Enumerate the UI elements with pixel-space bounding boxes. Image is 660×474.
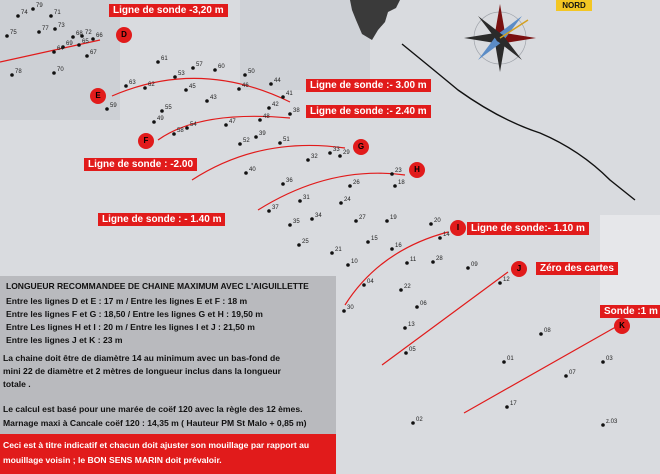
- length-line: Entre Les lignes H et I : 20 m / Entre les lignes I et J : 21,50 m: [6, 322, 255, 332]
- mooring-label: 44: [274, 78, 281, 84]
- mooring-dot: [346, 263, 350, 267]
- mooring-label: 27: [359, 215, 366, 221]
- mooring-dot: [385, 219, 389, 223]
- mooring-label: 36: [286, 178, 293, 184]
- mooring-dot: [205, 99, 209, 103]
- length-line: Entre les lignes J et K : 23 m: [6, 335, 123, 345]
- mooring-dot: [238, 142, 242, 146]
- water-patch: [600, 215, 660, 305]
- mooring-label: 70: [57, 67, 64, 73]
- mooring-dot: [281, 182, 285, 186]
- mooring-dot: [10, 73, 14, 77]
- mooring-dot: [297, 243, 301, 247]
- mooring-dot: [354, 219, 358, 223]
- mooring-dot: [403, 326, 407, 330]
- mooring-dot: [601, 423, 605, 427]
- mooring-dot: [105, 107, 109, 111]
- disclaimer-line: mouillage voisin ; le BON SENS MARIN doit prévaloir.: [3, 455, 222, 465]
- mooring-dot: [152, 120, 156, 124]
- mooring-dot: [16, 14, 20, 18]
- mooring-dot: [390, 172, 394, 176]
- mooring-label: 29: [343, 150, 350, 156]
- mooring-label: 54: [190, 122, 197, 128]
- mooring-dot: [366, 240, 370, 244]
- mooring-label: 33: [333, 147, 340, 153]
- note-line: totale .: [3, 379, 31, 389]
- line-marker-h: H: [409, 162, 425, 178]
- mooring-dot: [415, 305, 419, 309]
- mooring-dot: [31, 7, 35, 11]
- mooring-dot: [539, 332, 543, 336]
- mooring-dot: [267, 106, 271, 110]
- mooring-dot: [52, 71, 56, 75]
- mooring-label: 47: [229, 119, 236, 125]
- mooring-label: 62: [148, 82, 155, 88]
- banner-sounding-320: Ligne de sonde -3,20 m: [109, 4, 228, 17]
- mooring-dot: [191, 66, 195, 70]
- mooring-dot: [498, 281, 502, 285]
- mooring-dot: [298, 199, 302, 203]
- mooring-label: 58: [177, 128, 184, 134]
- mooring-dot: [224, 123, 228, 127]
- mooring-dot: [91, 37, 95, 41]
- note-line: La chaine doit être de diamètre 14 au minimum avec un bas-fond de: [3, 353, 280, 363]
- mooring-label: 11: [410, 257, 417, 263]
- mooring-label: 69: [66, 41, 73, 47]
- note-line: mini 22 de diamètre et 2 mètres de longueur inclus dans la longueur: [3, 366, 281, 376]
- note-line: Marnage maxi à Cancale coëf 120 : 14,35 m ( Hauteur PM St Malo + 0,85 m): [3, 418, 307, 428]
- mooring-label: 71: [54, 10, 61, 16]
- mooring-dot: [405, 261, 409, 265]
- mooring-label: 46: [242, 83, 249, 89]
- mooring-label: 19: [390, 215, 397, 221]
- banner-sounding-200: Ligne de sonde : -2.00: [84, 158, 197, 171]
- mooring-dot: [160, 109, 164, 113]
- banner-sounding-140: Ligne de sonde : - 1.40 m: [98, 213, 225, 226]
- mooring-label: 26: [353, 180, 360, 186]
- mooring-label: 28: [436, 256, 443, 262]
- mooring-dot: [85, 54, 89, 58]
- mooring-label: 22: [404, 284, 411, 290]
- mooring-dot: [244, 171, 248, 175]
- mooring-label: 08: [544, 328, 551, 334]
- mooring-label: 67: [90, 50, 97, 56]
- mooring-dot: [243, 73, 247, 77]
- mooring-label: 52: [243, 138, 250, 144]
- mooring-dot: [5, 34, 9, 38]
- disclaimer-line: Ceci est à titre indicatif et chacun doit ajuster son mouillage par rapport au: [3, 440, 310, 450]
- line-marker-i: I: [450, 220, 466, 236]
- mooring-label: 16: [395, 243, 402, 249]
- mooring-dot: [431, 260, 435, 264]
- mooring-label: 57: [196, 62, 203, 68]
- mooring-dot: [213, 68, 217, 72]
- mooring-dot: [330, 251, 334, 255]
- mooring-dot: [49, 14, 53, 18]
- mooring-dot: [342, 309, 346, 313]
- mooring-label: 32: [311, 154, 318, 160]
- mooring-label: 40: [249, 167, 256, 173]
- mooring-label: 12: [503, 277, 510, 283]
- mooring-label: 61: [161, 56, 168, 62]
- banner-sounding-300: Ligne de sonde :- 3.00 m: [306, 79, 431, 92]
- mooring-label: 49: [157, 116, 164, 122]
- mooring-dot: [185, 126, 189, 130]
- mooring-dot: [438, 236, 442, 240]
- mooring-label: 13: [408, 322, 415, 328]
- mooring-label: 01: [507, 356, 514, 362]
- mooring-dot: [124, 84, 128, 88]
- mooring-label: 51: [283, 137, 290, 143]
- mooring-label: 24: [344, 197, 351, 203]
- mooring-label: 64: [57, 46, 64, 52]
- mooring-dot: [37, 30, 41, 34]
- mooring-label: 38: [293, 108, 300, 114]
- line-marker-k: K: [614, 318, 630, 334]
- mooring-dot: [399, 288, 403, 292]
- mooring-dot: [393, 184, 397, 188]
- compass-north-label: NORD: [556, 0, 592, 11]
- mooring-dot: [52, 50, 56, 54]
- mooring-dot: [339, 201, 343, 205]
- mooring-label: 02: [416, 417, 423, 423]
- mooring-dot: [267, 209, 271, 213]
- mooring-label: 34: [315, 213, 322, 219]
- mooring-label: 72: [85, 30, 92, 36]
- mooring-label: 37: [272, 205, 279, 211]
- line-marker-f: F: [138, 133, 154, 149]
- mooring-dot: [53, 27, 57, 31]
- mooring-label: 31: [303, 195, 310, 201]
- mooring-label: 53: [178, 71, 185, 77]
- mooring-dot: [338, 154, 342, 158]
- mooring-label: 30: [347, 305, 354, 311]
- mooring-label: 48: [263, 114, 270, 120]
- mooring-label: 41: [286, 91, 293, 97]
- mooring-label: 78: [15, 69, 22, 75]
- panel-heading: LONGUEUR RECOMMANDEE DE CHAINE MAXIMUM AVEC L'AIGUILLETTE: [6, 281, 309, 291]
- mooring-dot: [77, 43, 81, 47]
- mooring-label: 66: [96, 33, 103, 39]
- mooring-label: 59: [110, 103, 117, 109]
- mooring-label: 60: [218, 64, 225, 70]
- mooring-label: 23: [395, 168, 402, 174]
- mooring-dot: [288, 223, 292, 227]
- mooring-dot: [348, 184, 352, 188]
- water-patch: [240, 0, 370, 90]
- mooring-label: 17: [510, 401, 517, 407]
- mooring-dot: [184, 88, 188, 92]
- mooring-label: 18: [398, 180, 405, 186]
- mooring-label: 20: [434, 218, 441, 224]
- mooring-label: 73: [58, 23, 65, 29]
- mooring-label: 68: [76, 31, 83, 37]
- mooring-dot: [143, 86, 147, 90]
- mooring-label: 42: [272, 102, 279, 108]
- mooring-dot: [172, 132, 176, 136]
- mooring-dot: [71, 35, 75, 39]
- mooring-label: 43: [210, 95, 217, 101]
- mooring-label: 63: [129, 80, 136, 86]
- length-line: Entre les lignes F et G : 18,50 / Entre les lignes G et H : 19,50 m: [6, 309, 263, 319]
- mooring-label: 25: [302, 239, 309, 245]
- mooring-dot: [328, 151, 332, 155]
- mooring-label: z.03: [606, 419, 618, 425]
- mooring-dot: [254, 135, 258, 139]
- mooring-dot: [505, 405, 509, 409]
- mooring-label: 50: [248, 69, 255, 75]
- mooring-label: 10: [351, 259, 358, 265]
- mooring-label: 04: [367, 279, 374, 285]
- mooring-label: 45: [189, 84, 196, 90]
- mooring-label: 39: [259, 131, 266, 137]
- length-line: Entre les lignes D et E : 17 m / Entre les lignes E et F : 18 m: [6, 296, 248, 306]
- mooring-label: 05: [409, 347, 416, 353]
- mooring-label: 15: [371, 236, 378, 242]
- mooring-dot: [429, 222, 433, 226]
- line-marker-d: D: [116, 27, 132, 43]
- mooring-dot: [310, 217, 314, 221]
- mooring-label: 74: [21, 10, 28, 16]
- mooring-dot: [362, 283, 366, 287]
- mooring-label: 79: [36, 3, 43, 9]
- mooring-dot: [156, 60, 160, 64]
- mooring-dot: [466, 266, 470, 270]
- mooring-dot: [278, 141, 282, 145]
- banner-zero-des-cartes: Zéro des cartes: [536, 262, 618, 275]
- mooring-label: 14: [443, 232, 450, 238]
- banner-sounding-240: Ligne de sonde :- 2.40 m: [306, 105, 431, 118]
- mooring-label: 55: [165, 105, 172, 111]
- mooring-dot: [390, 247, 394, 251]
- mooring-dot: [306, 158, 310, 162]
- mooring-label: 03: [606, 356, 613, 362]
- mooring-label: 75: [10, 30, 17, 36]
- mooring-label: 65: [82, 39, 89, 45]
- mooring-dot: [502, 360, 506, 364]
- banner-sounding-1: Sonde :1 m: [600, 305, 660, 318]
- mooring-label: 77: [42, 26, 49, 32]
- line-marker-e: E: [90, 88, 106, 104]
- mooring-dot: [269, 82, 273, 86]
- disclaimer-box: [0, 434, 336, 474]
- mooring-dot: [281, 95, 285, 99]
- mooring-dot: [411, 421, 415, 425]
- line-marker-j: J: [511, 261, 527, 277]
- mooring-dot: [288, 112, 292, 116]
- mooring-label: 07: [569, 370, 576, 376]
- mooring-label: 21: [335, 247, 342, 253]
- mooring-label: 35: [293, 219, 300, 225]
- mooring-dot: [404, 351, 408, 355]
- mooring-dot: [564, 374, 568, 378]
- banner-sounding-110: Ligne de sonde:- 1.10 m: [467, 222, 589, 235]
- mooring-dot: [173, 75, 177, 79]
- mooring-dot: [258, 118, 262, 122]
- mooring-dot: [237, 87, 241, 91]
- mooring-label: 09: [471, 262, 478, 268]
- line-marker-g: G: [353, 139, 369, 155]
- mooring-label: 06: [420, 301, 427, 307]
- mooring-dot: [601, 360, 605, 364]
- note-line: Le calcul est basé pour une marée de coëf 120 avec la règle des 12 èmes.: [3, 404, 303, 414]
